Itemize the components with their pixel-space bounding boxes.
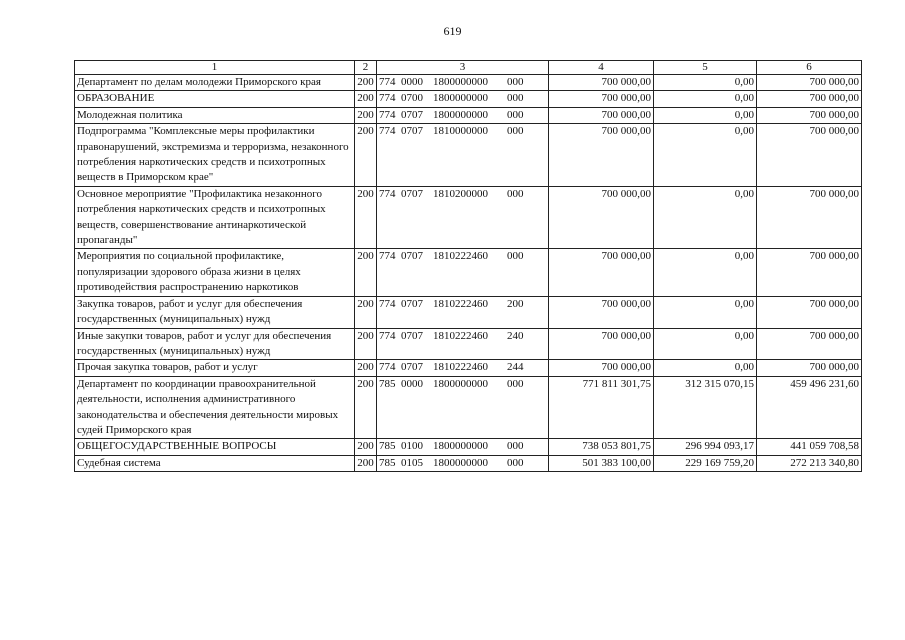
row-classification-codes xyxy=(377,455,549,471)
target-code: 1800000000 xyxy=(433,92,488,105)
ministry-code: 774 xyxy=(379,108,396,121)
ministry-code: 785 xyxy=(379,440,396,453)
column-header: 1 xyxy=(75,61,355,75)
table-row xyxy=(75,75,862,91)
section-code: 0707 xyxy=(401,125,423,138)
row-value-col6: 700 000,00 xyxy=(757,186,862,249)
section-code: 0707 xyxy=(401,187,423,200)
target-code: 1800000000 xyxy=(433,76,488,88)
ministry-code: 774 xyxy=(379,125,396,138)
ministry-code: 774 xyxy=(379,187,396,200)
row-classification-codes xyxy=(377,107,549,123)
expense-type-code: 240 xyxy=(507,329,524,342)
section-code: 0707 xyxy=(401,361,423,374)
row-value-col6: 700 000,00 xyxy=(757,296,862,328)
row-value-col5: 296 994 093,17 xyxy=(654,439,757,455)
row-code-col2: 200 xyxy=(355,328,377,360)
row-name: Департамент по делам молодежи Приморского края xyxy=(75,75,355,91)
expense-type-code: 000 xyxy=(507,76,524,88)
row-name: Закупка товаров, работ и услуг для обеспечения государственных (муниципальных) нужд xyxy=(75,296,355,328)
target-code: 1810000000 xyxy=(433,125,488,138)
row-code-col2: 200 xyxy=(355,249,377,296)
row-value-col4: 700 000,00 xyxy=(549,360,654,376)
row-value-col5: 0,00 xyxy=(654,91,757,107)
row-name: Основное мероприятие "Профилактика незаконного потребления наркотических средств и психотропных веществ, совершенствование антинаркотической пропаганды" xyxy=(75,186,355,249)
table-row xyxy=(75,360,862,376)
row-value-col5: 312 315 070,15 xyxy=(654,376,757,439)
row-value-col4: 501 383 100,00 xyxy=(549,455,654,471)
expense-type-code: 000 xyxy=(507,108,524,121)
column-header: 3 xyxy=(377,61,549,75)
column-header: 6 xyxy=(757,61,862,75)
table-row xyxy=(75,328,862,360)
row-classification-codes xyxy=(377,91,549,107)
ministry-code: 774 xyxy=(379,250,396,263)
ministry-code: 774 xyxy=(379,92,396,105)
row-value-col4: 700 000,00 xyxy=(549,75,654,91)
table-row xyxy=(75,107,862,123)
row-value-col5: 0,00 xyxy=(654,75,757,91)
column-header: 5 xyxy=(654,61,757,75)
row-code-col2: 200 xyxy=(355,124,377,187)
row-value-col4: 700 000,00 xyxy=(549,186,654,249)
row-classification-codes xyxy=(377,75,549,91)
target-code: 1800000000 xyxy=(433,377,488,390)
row-classification-codes xyxy=(377,376,549,439)
table-row xyxy=(75,376,862,439)
row-value-col5: 0,00 xyxy=(654,249,757,296)
row-value-col5: 229 169 759,20 xyxy=(654,455,757,471)
expense-type-code: 000 xyxy=(507,125,524,138)
row-name: Судебная система xyxy=(75,455,355,471)
table-row xyxy=(75,124,862,187)
row-code-col2: 200 xyxy=(355,75,377,91)
row-classification-codes xyxy=(377,360,549,376)
row-value-col6: 700 000,00 xyxy=(757,360,862,376)
row-value-col5: 0,00 xyxy=(654,186,757,249)
expense-type-code: 000 xyxy=(507,250,524,263)
row-value-col6: 700 000,00 xyxy=(757,91,862,107)
row-value-col6: 272 213 340,80 xyxy=(757,455,862,471)
row-name: Мероприятия по социальной профилактике, популяризации здорового образа жизни в целях противодействия распространению наркотиков xyxy=(75,249,355,296)
row-code-col2: 200 xyxy=(355,455,377,471)
row-value-col6: 700 000,00 xyxy=(757,107,862,123)
section-code: 0000 xyxy=(401,377,423,390)
ministry-code: 785 xyxy=(379,377,396,390)
section-code: 0707 xyxy=(401,297,423,310)
row-name: ОБЩЕГОСУДАРСТВЕННЫЕ ВОПРОСЫ xyxy=(75,439,355,455)
row-value-col4: 700 000,00 xyxy=(549,296,654,328)
target-code: 1800000000 xyxy=(433,456,488,469)
row-name: Иные закупки товаров, работ и услуг для обеспечения государственных (муниципальных) нужд xyxy=(75,328,355,360)
expense-type-code: 244 xyxy=(507,361,524,374)
row-value-col6: 700 000,00 xyxy=(757,328,862,360)
expense-type-code: 000 xyxy=(507,440,524,453)
row-code-col2: 200 xyxy=(355,186,377,249)
column-header: 2 xyxy=(355,61,377,75)
row-code-col2: 200 xyxy=(355,439,377,455)
table-row xyxy=(75,91,862,107)
header-row xyxy=(75,61,862,75)
section-code: 0707 xyxy=(401,329,423,342)
section-code: 0707 xyxy=(401,250,423,263)
target-code: 1810222460 xyxy=(433,297,488,310)
ministry-code: 774 xyxy=(379,76,396,88)
row-value-col4: 700 000,00 xyxy=(549,91,654,107)
row-name: ОБРАЗОВАНИЕ xyxy=(75,91,355,107)
section-code: 0100 xyxy=(401,440,423,453)
target-code: 1810222460 xyxy=(433,361,488,374)
row-value-col5: 0,00 xyxy=(654,124,757,187)
row-code-col2: 200 xyxy=(355,376,377,439)
section-code: 0105 xyxy=(401,456,423,469)
row-value-col4: 771 811 301,75 xyxy=(549,376,654,439)
row-value-col4: 738 053 801,75 xyxy=(549,439,654,455)
row-value-col4: 700 000,00 xyxy=(549,124,654,187)
expense-type-code: 200 xyxy=(507,297,524,310)
expense-type-code: 000 xyxy=(507,377,524,390)
section-code: 0000 xyxy=(401,76,423,88)
row-value-col6: 700 000,00 xyxy=(757,124,862,187)
row-classification-codes xyxy=(377,186,549,249)
table-row xyxy=(75,296,862,328)
column-header: 4 xyxy=(549,61,654,75)
row-code-col2: 200 xyxy=(355,296,377,328)
row-value-col5: 0,00 xyxy=(654,296,757,328)
row-classification-codes xyxy=(377,439,549,455)
row-value-col5: 0,00 xyxy=(654,107,757,123)
row-name: Молодежная политика xyxy=(75,107,355,123)
row-name: Прочая закупка товаров, работ и услуг xyxy=(75,360,355,376)
page-number: 619 xyxy=(443,24,462,38)
row-value-col6: 441 059 708,58 xyxy=(757,439,862,455)
section-code: 0700 xyxy=(401,92,423,105)
table-row xyxy=(75,455,862,471)
section-code: 0707 xyxy=(401,108,423,121)
row-value-col4: 700 000,00 xyxy=(549,107,654,123)
row-classification-codes xyxy=(377,296,549,328)
expense-type-code: 000 xyxy=(507,187,524,200)
row-name: Подпрограмма "Комплексные меры профилактики правонарушений, экстремизма и терроризма, незаконного потребления наркотических средств и психотропных веществ в Приморском крае" xyxy=(75,124,355,187)
table-row xyxy=(75,249,862,296)
row-value-col4: 700 000,00 xyxy=(549,328,654,360)
row-code-col2: 200 xyxy=(355,91,377,107)
expense-type-code: 000 xyxy=(507,456,524,469)
row-value-col6: 459 496 231,60 xyxy=(757,376,862,439)
ministry-code: 774 xyxy=(379,361,396,374)
row-classification-codes xyxy=(377,328,549,360)
ministry-code: 774 xyxy=(379,297,396,310)
table-row xyxy=(75,439,862,455)
ministry-code: 774 xyxy=(379,329,396,342)
ministry-code: 785 xyxy=(379,456,396,469)
row-value-col5: 0,00 xyxy=(654,360,757,376)
target-code: 1810222460 xyxy=(433,250,488,263)
row-value-col5: 0,00 xyxy=(654,328,757,360)
table-body xyxy=(75,75,862,472)
row-value-col6: 700 000,00 xyxy=(757,249,862,296)
row-value-col6: 700 000,00 xyxy=(757,75,862,91)
target-code: 1810222460 xyxy=(433,329,488,342)
expense-type-code: 000 xyxy=(507,92,524,105)
row-code-col2: 200 xyxy=(355,107,377,123)
target-code: 1810200000 xyxy=(433,187,488,200)
row-value-col4: 700 000,00 xyxy=(549,249,654,296)
row-code-col2: 200 xyxy=(355,360,377,376)
row-classification-codes xyxy=(377,124,549,187)
row-classification-codes xyxy=(377,249,549,296)
target-code: 1800000000 xyxy=(433,108,488,121)
table-row xyxy=(75,186,862,249)
row-name: Департамент по координации правоохранительной деятельности, исполнения административного законодательства и обеспечения деятельности мировых судей Приморского края xyxy=(75,376,355,439)
budget-table xyxy=(74,60,862,472)
target-code: 1800000000 xyxy=(433,440,488,453)
